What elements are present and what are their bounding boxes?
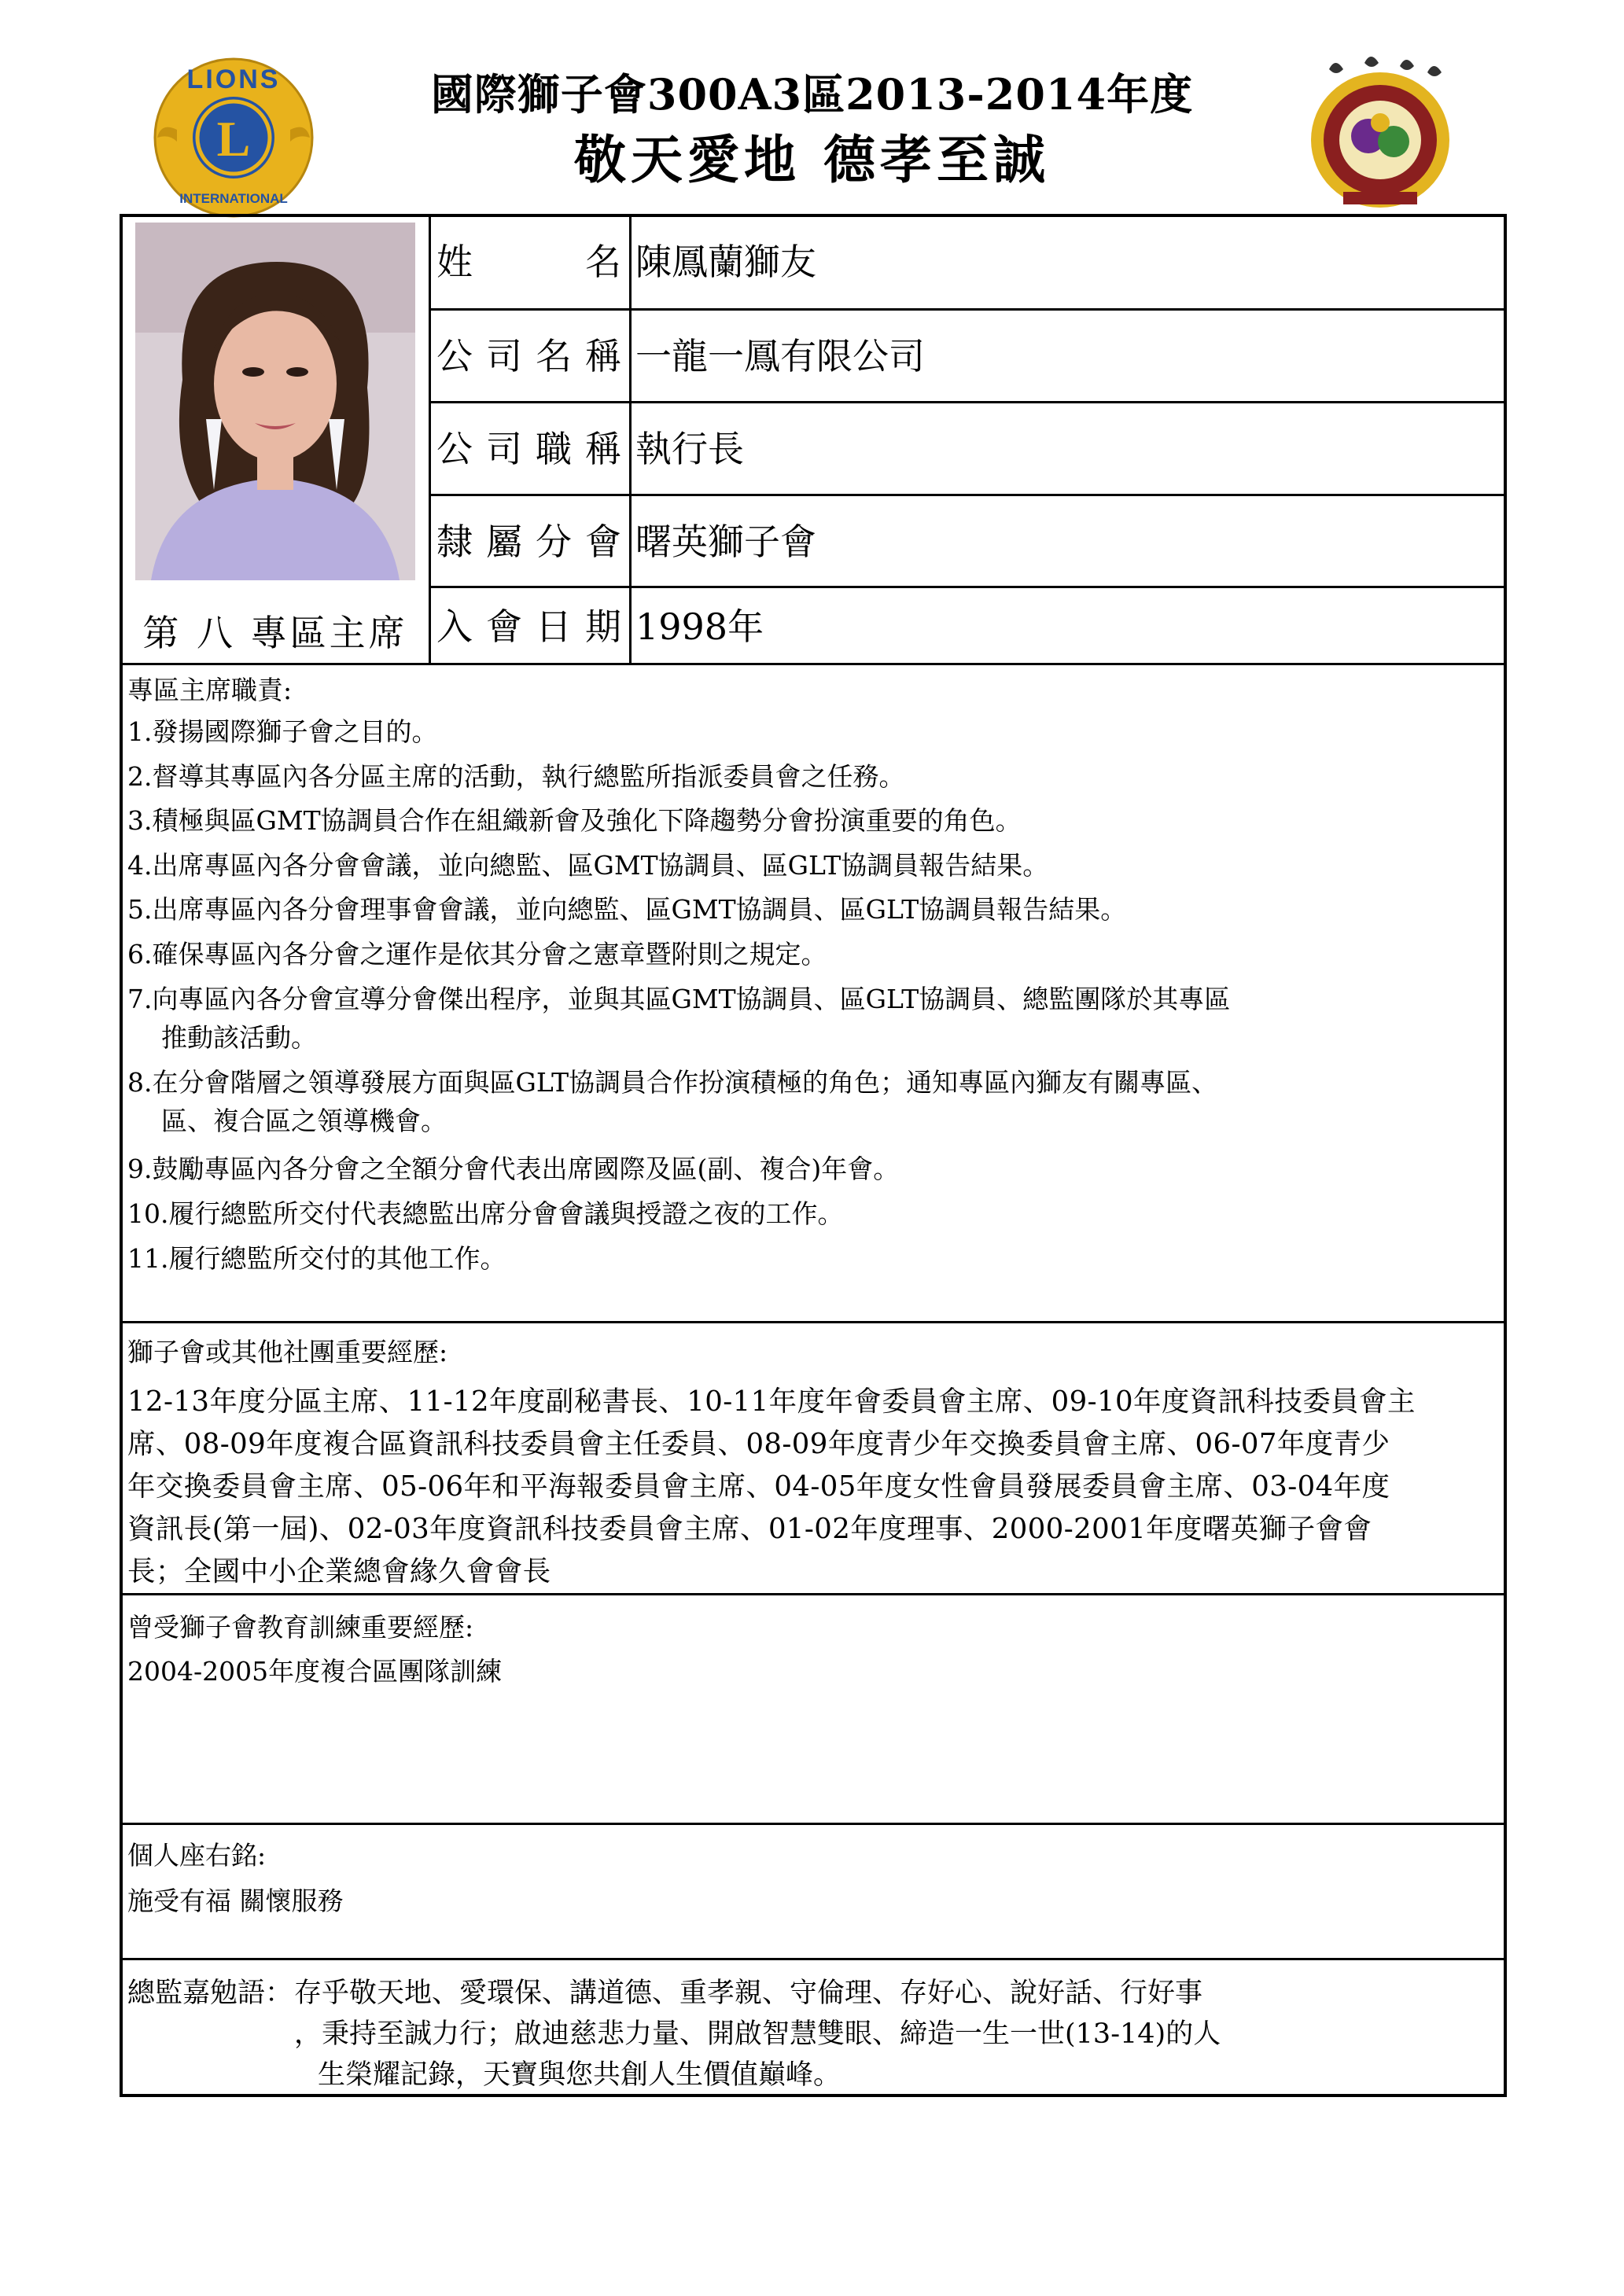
motto-title: 個人座右銘:	[127, 1840, 267, 1871]
experience-line: 長；全國中小企業總會緣久會會長	[127, 1555, 551, 1588]
duty-item: 2.督導其專區內各分區主席的活動，執行總監所指派委員會之任務。	[127, 761, 905, 792]
duty-item-continuation: 區、複合區之領導機會。	[161, 1106, 447, 1136]
experience-line: 年交換委員會主席、05-06年和平海報委員會主席、04-05年度女性會員發展委員會主席、03-04年度	[127, 1470, 1390, 1503]
governor-label: 總監嘉勉語：	[127, 1978, 293, 2009]
duty-item: 7.向專區內各分會宣導分會傑出程序，並與其區GMT協調員、區GLT協調員、總監團隊於其專區	[127, 984, 1231, 1014]
duties-title: 專區主席職責:	[127, 675, 293, 705]
governor-message-line: ，秉持至誠力行；啟迪慈悲力量、開啟智慧雙眼、締造一生一世(13-14)的人	[294, 2018, 1221, 2050]
lions-logo-bottom-text: INTERNATIONAL	[179, 191, 288, 206]
motto-text: 施受有福 關懷服務	[127, 1886, 344, 1916]
experience-text	[127, 1381, 1504, 1593]
governor-message-line: 生榮耀記錄，天寶與您共創人生價值巔峰。	[318, 2059, 841, 2091]
training-text: 2004-2005年度複合區團隊訓練	[127, 1656, 503, 1687]
field-label-job-title: 公司職稱	[436, 428, 621, 470]
duty-item: 10.履行總監所交付代表總監出席分會會議與授證之夜的工作。	[127, 1198, 844, 1229]
divider	[429, 494, 1505, 496]
divider	[121, 1593, 1505, 1595]
field-label-join-date: 入會日期	[436, 605, 621, 648]
document-subtitle: 敬天愛地 德孝至誠	[574, 129, 1050, 190]
experience-line: 資訊長(第一屆)、02-03年度資訊科技委員會主席、01-02年度理事、2000-2001年度曙英獅子會會	[127, 1513, 1372, 1545]
training-title: 曾受獅子會教育訓練重要經歷:	[127, 1612, 474, 1643]
divider	[629, 215, 632, 664]
document-title: 國際獅子會300A3區2013-2014年度	[430, 69, 1194, 120]
governor-message-line: 存乎敬天地、愛環保、講道德、重孝親、守倫理、存好心、說好話、行好事	[294, 1978, 1203, 2009]
divider	[429, 308, 1505, 311]
field-value-job-title: 執行長	[635, 428, 744, 470]
divider	[121, 1958, 1505, 1960]
experience-line: 12-13年度分區主席、11-12年度副秘書長、10-11年度年會委員會主席、09-10年度資訊科技委員會主	[127, 1385, 1416, 1418]
divider	[429, 401, 1505, 403]
divider	[429, 215, 431, 664]
field-label-company: 公司名稱	[436, 335, 621, 377]
field-label-name: 姓名	[436, 241, 621, 283]
field-value-name: 陳鳳蘭獅友	[635, 241, 816, 283]
duty-item-continuation: 推動該活動。	[161, 1022, 317, 1053]
field-value-club: 曙英獅子會	[635, 521, 816, 563]
field-value-company: 一龍一鳳有限公司	[635, 335, 925, 377]
duty-item: 5.出席專區內各分會理事會會議，並向總監、區GMT協調員、區GLT協調員報告結果。	[127, 894, 1127, 925]
field-value-join-date: 1998年	[635, 605, 764, 648]
experience-line: 席、08-09年度複合區資訊科技委員會主任委員、08-09年度青少年交換委員會主席、06-07年度青少	[127, 1428, 1390, 1460]
lions-logo-top-text: LIONS	[186, 64, 281, 94]
divider	[121, 663, 1505, 665]
member-photo	[135, 223, 415, 580]
duty-item: 8.在分會階層之領導發展方面與區GLT協調員合作扮演積極的角色；通知專區內獅友有關專區、	[127, 1067, 1218, 1098]
experience-title: 獅子會或其他社團重要經歷:	[127, 1337, 448, 1367]
divider	[121, 1321, 1505, 1323]
divider	[121, 1823, 1505, 1825]
field-label-club: 隸屬分會	[436, 521, 621, 563]
duty-item: 9.鼓勵專區內各分會之全額分會代表出席國際及區(副、複合)年會。	[127, 1154, 900, 1184]
role-label: 第 八 專區主席	[142, 612, 408, 654]
duty-item: 4.出席專區內各分會會議，並向總監、區GMT協調員、區GLT協調員報告結果。	[127, 850, 1049, 881]
duty-item: 1.發揚國際獅子會之目的。	[127, 716, 438, 747]
duty-item: 3.積極與區GMT協調員合作在組織新會及強化下降趨勢分會扮演重要的角色。	[127, 805, 1022, 836]
duty-item: 11.履行總監所交付的其他工作。	[127, 1243, 506, 1274]
divider	[429, 586, 1505, 588]
duty-item: 6.確保專區內各分會之運作是依其分會之憲章暨附則之規定。	[127, 939, 827, 970]
lions-logo-letter: L	[216, 111, 251, 167]
